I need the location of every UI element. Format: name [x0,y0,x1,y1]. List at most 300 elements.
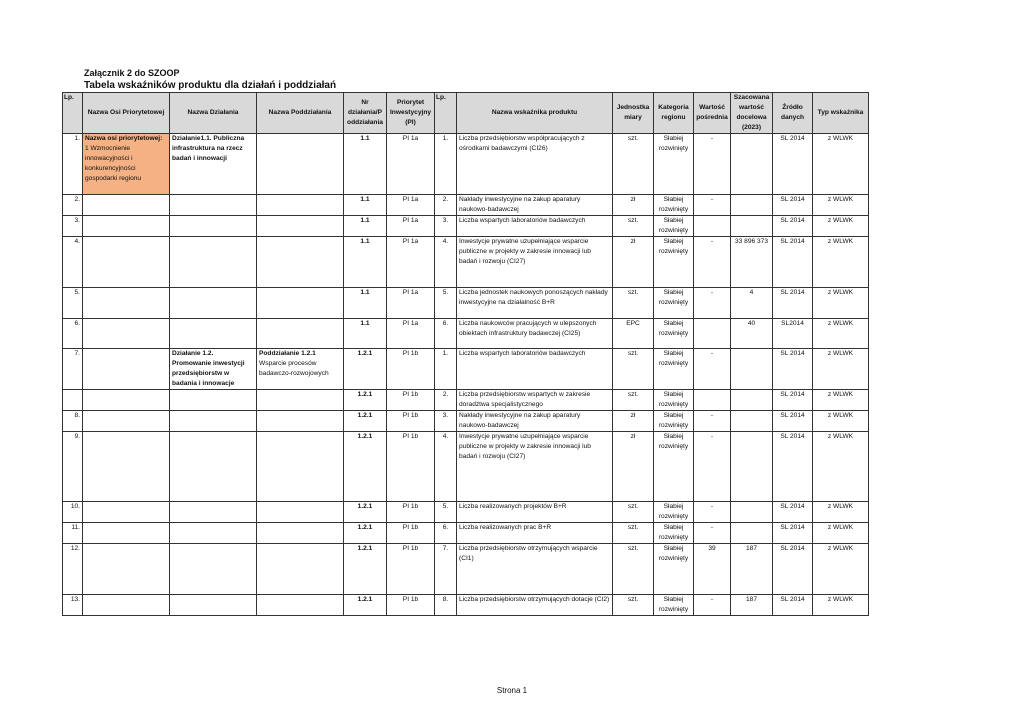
cell-posrednia [694,411,731,432]
cell-pi [387,216,435,237]
cell-typ [813,411,869,432]
cell-pi [387,288,435,319]
jednostka-value: szt. [627,135,639,142]
pi-value: PI 1a [402,135,419,142]
cell-lp [63,432,83,502]
wskaznik-value: Liczba jednostek naukowych ponoszących nakłady inwestycyjne na działalność B+R [459,289,608,306]
typ-value: z WLWK [827,524,854,531]
kategoria-value: Słabiej rozwinięty [658,391,689,408]
cell-posrednia [694,502,731,523]
jednostka-value: szt. [627,217,639,224]
lp-value: 2. [74,196,80,203]
cell-zrodlo [773,134,813,195]
nr-value: 1.1 [360,320,370,327]
cell-zrodlo [773,411,813,432]
cell-poddzialanie [257,595,344,616]
cell-nr [344,349,387,390]
cell-zrodlo [773,502,813,523]
table-row [63,502,869,523]
kategoria-value: Słabiej rozwinięty [658,320,689,337]
kategoria-value: Słabiej rozwinięty [658,596,689,613]
cell-wskaznik [457,288,613,319]
cell-zrodlo [773,288,813,319]
cell-poddzialanie [257,195,344,216]
cell-lp2 [435,390,457,411]
col-header-os: Nazwa Osi Priorytetowej [83,93,170,134]
cell-dzialanie [170,288,257,319]
cell-jednostka [613,288,654,319]
cell-wskaznik [457,544,613,595]
cell-lp [63,349,83,390]
cell-poddzialanie [257,544,344,595]
posrednia-value: - [710,135,714,142]
cell-typ [813,288,869,319]
nr-value: 1.1 [360,289,370,296]
cell-kategoria [654,502,694,523]
table-row [63,319,869,349]
typ-value: z WLWK [827,217,854,224]
cell-zrodlo [773,432,813,502]
os-value: 1 Wzmocnienie innowacyjności i konkurencyjności gospodarki regionu [85,145,142,182]
cell-jednostka [613,390,654,411]
cell-lp2 [435,595,457,616]
lp-value: 12. [70,545,80,552]
cell-zrodlo [773,237,813,288]
cell-typ [813,595,869,616]
cell-dzialanie [170,411,257,432]
table-body [63,134,869,616]
lp2-value: 3. [442,412,449,419]
cell-poddzialanie [257,349,344,390]
table-row [63,349,869,390]
lp-value: 1. [74,135,80,142]
jednostka-value: szt. [627,596,639,603]
lp-value: 4. [74,238,80,245]
typ-value: z WLWK [827,238,854,245]
dzialanie-label: Działanie1.1. Publiczna infrastruktura na rzecz badań i innowacji [172,135,245,162]
zrodlo-value: SL 2014 [780,391,805,398]
nr-value: 1.2.1 [357,350,373,357]
wskaznik-value: Liczba realizowanych projektów B+R [459,503,567,510]
cell-typ [813,237,869,288]
cell-pi [387,544,435,595]
cell-os [83,216,170,237]
cell-typ [813,502,869,523]
cell-posrednia [694,544,731,595]
cell-pi [387,134,435,195]
table-row [63,411,869,432]
cell-jednostka [613,216,654,237]
lp2-value: 1. [442,350,449,357]
nr-value: 1.1 [360,217,370,224]
col-header-lp: Lp. [63,93,83,134]
col-header-poddzialanie: Nazwa Poddziałania [257,93,344,134]
lp2-value: 4. [442,433,449,440]
cell-jednostka [613,523,654,544]
wskaznik-value: Inwestycje prywatne uzupełniające wsparcie publiczne w projekty w zakresie innowacji lub badań i rozwoju (CI27) [459,238,591,265]
kategoria-value: Słabiej rozwinięty [658,524,689,541]
kategoria-value: Słabiej rozwinięty [658,350,689,367]
cell-zrodlo [773,544,813,595]
lp-value: 8. [74,412,80,419]
posrednia-value: 39 [708,545,716,552]
cell-lp2 [435,411,457,432]
table-row [63,544,869,595]
nr-value: 1.2.1 [357,596,373,603]
posrednia-value: - [710,433,714,440]
cell-typ [813,216,869,237]
cell-jednostka [613,411,654,432]
lp2-value: 5. [442,289,449,296]
zrodlo-value: SL 2014 [780,217,805,224]
cell-lp [63,595,83,616]
cell-docelowa [731,288,773,319]
cell-dzialanie [170,237,257,288]
cell-zrodlo [773,216,813,237]
nr-value: 1.1 [360,238,370,245]
cell-os [83,390,170,411]
table-row [63,390,869,411]
attachment-title: Załącznik 2 do SZOOP [84,68,180,78]
jednostka-value: szt. [627,350,639,357]
cell-lp2 [435,134,457,195]
cell-pi [387,595,435,616]
cell-posrednia [694,195,731,216]
cell-docelowa [731,390,773,411]
cell-dzialanie [170,319,257,349]
posrednia-value: - [710,238,714,245]
kategoria-value: Słabiej rozwinięty [658,545,689,562]
cell-dzialanie [170,216,257,237]
docelowa-value: 187 [745,545,757,552]
cell-lp2 [435,195,457,216]
col-header-typ: Typ wskaźnika [813,93,869,134]
pi-value: PI 1a [402,238,419,245]
cell-pi [387,195,435,216]
cell-pi [387,237,435,288]
posrednia-value: - [710,596,714,603]
indicators-table [62,92,869,616]
cell-nr [344,319,387,349]
cell-jednostka [613,195,654,216]
table-title: Tabela wskaźników produktu dla działań i poddziałań [84,80,337,91]
table-row [63,195,869,216]
col-header-dzialanie: Nazwa Działania [170,93,257,134]
cell-docelowa [731,237,773,288]
lp-value: 5. [74,289,80,296]
lp2-value: 8. [442,596,449,603]
pi-value: PI 1a [402,320,419,327]
cell-os [83,544,170,595]
cell-os [83,502,170,523]
typ-value: z WLWK [827,196,854,203]
posrednia-value: - [710,289,714,296]
cell-kategoria [654,523,694,544]
jednostka-value: zł [630,238,636,245]
pi-value: PI 1b [402,545,419,552]
pi-value: PI 1a [402,196,419,203]
cell-kategoria [654,237,694,288]
cell-docelowa [731,595,773,616]
cell-os [83,319,170,349]
kategoria-value: Słabiej rozwinięty [658,289,689,306]
jednostka-value: zł [630,412,636,419]
cell-docelowa [731,544,773,595]
pi-value: PI 1b [402,391,419,398]
jednostka-value: szt. [627,289,639,296]
nr-value: 1.1 [360,135,370,142]
cell-lp [63,237,83,288]
cell-poddzialanie [257,411,344,432]
lp2-value: 6. [442,320,449,327]
cell-poddzialanie [257,237,344,288]
cell-typ [813,432,869,502]
cell-nr [344,502,387,523]
cell-os [83,523,170,544]
jednostka-value: zł [630,196,636,203]
cell-lp2 [435,502,457,523]
wskaznik-value: Liczba wspartych laboratoriów badawczych [459,350,586,357]
cell-poddzialanie [257,523,344,544]
cell-pi [387,411,435,432]
typ-value: z WLWK [827,412,854,419]
cell-pi [387,523,435,544]
cell-dzialanie [170,595,257,616]
os-label: Nazwa osi priorytetowej: [85,135,163,142]
cell-docelowa [731,502,773,523]
cell-typ [813,523,869,544]
cell-zrodlo [773,319,813,349]
cell-posrednia [694,523,731,544]
cell-os [83,595,170,616]
cell-jednostka [613,319,654,349]
cell-kategoria [654,134,694,195]
cell-wskaznik [457,432,613,502]
wskaznik-value: Liczba przedsiębiorstw otrzymujących dotacje (CI2) [459,596,610,603]
cell-jednostka [613,349,654,390]
zrodlo-value: SL 2014 [780,503,805,510]
cell-wskaznik [457,595,613,616]
col-header-wskaznik: Nazwa wskaźnika produktu [457,93,613,134]
cell-docelowa [731,411,773,432]
cell-poddzialanie [257,134,344,195]
pi-value: PI 1b [402,412,419,419]
cell-docelowa [731,319,773,349]
posrednia-value: - [710,524,714,531]
zrodlo-value: SL2014 [781,320,804,327]
cell-poddzialanie [257,319,344,349]
zrodlo-value: SL 2014 [780,524,805,531]
cell-lp [63,288,83,319]
cell-wskaznik [457,195,613,216]
jednostka-value: szt. [627,503,639,510]
cell-lp2 [435,523,457,544]
wskaznik-value: Liczba przedsiębiorstw współpracujących z ośrodkami badawczymi (CI26) [459,135,585,152]
cell-nr [344,237,387,288]
wskaznik-value: Liczba wspartych laboratoriów badawczych [459,217,586,224]
cell-docelowa [731,216,773,237]
cell-nr [344,216,387,237]
cell-os [83,134,170,195]
docelowa-value: 4 [749,289,754,296]
cell-nr [344,134,387,195]
zrodlo-value: SL 2014 [780,433,805,440]
zrodlo-value: SL 2014 [780,545,805,552]
kategoria-value: Słabiej rozwinięty [658,503,689,520]
lp2-value: 5. [442,503,449,510]
cell-dzialanie [170,432,257,502]
cell-pi [387,432,435,502]
docelowa-value: 40 [747,320,756,327]
wskaznik-value: Liczba naukowców pracujących w ulepszonych obiektach infrastruktury badawczej (CI25) [459,320,597,337]
col-header-kategoria: Kategoria regionu [654,93,694,134]
cell-zrodlo [773,349,813,390]
cell-wskaznik [457,411,613,432]
nr-value: 1.1 [360,196,370,203]
posrednia-value: - [710,350,714,357]
kategoria-value: Słabiej rozwinięty [658,433,689,450]
cell-lp2 [435,432,457,502]
table-row [63,288,869,319]
cell-typ [813,134,869,195]
cell-zrodlo [773,523,813,544]
posrednia-value: - [710,196,714,203]
nr-value: 1.2.1 [357,391,373,398]
cell-docelowa [731,432,773,502]
cell-lp2 [435,319,457,349]
cell-lp [63,390,83,411]
wskaznik-value: Liczba przedsiębiorstw wspartych w zakresie doradztwa specjalistycznego [459,391,591,408]
cell-docelowa [731,349,773,390]
cell-poddzialanie [257,390,344,411]
wskaznik-value: Nakłady inwestycyjne na zakup aparatury naukowo-badawczej [459,196,581,213]
cell-zrodlo [773,595,813,616]
cell-kategoria [654,595,694,616]
typ-value: z WLWK [827,135,854,142]
cell-docelowa [731,523,773,544]
cell-jednostka [613,134,654,195]
lp-value: 6. [74,320,80,327]
cell-poddzialanie [257,216,344,237]
cell-wskaznik [457,134,613,195]
cell-pi [387,390,435,411]
typ-value: z WLWK [827,433,854,440]
cell-kategoria [654,544,694,595]
typ-value: z WLWK [827,320,854,327]
cell-jednostka [613,502,654,523]
cell-wskaznik [457,502,613,523]
cell-posrednia [694,432,731,502]
zrodlo-value: SL 2014 [780,596,805,603]
cell-dzialanie [170,134,257,195]
cell-dzialanie [170,502,257,523]
col-header-lp2: Lp. [435,93,457,134]
table-row [63,595,869,616]
nr-value: 1.2.1 [357,524,373,531]
dzialanie-label: Działanie 1.2. Promowanie inwestycji przedsiębiorstw w badania i innowacje [172,350,245,387]
wskaznik-value: Liczba realizowanych prac B+R [459,524,552,531]
cell-posrednia [694,134,731,195]
cell-wskaznik [457,523,613,544]
cell-posrednia [694,216,731,237]
kategoria-value: Słabiej rozwinięty [658,217,689,234]
cell-lp [63,195,83,216]
jednostka-value: szt. [627,524,639,531]
cell-lp [63,319,83,349]
table-row [63,237,869,288]
nr-value: 1.2.1 [357,433,373,440]
poddzialanie-value: Wsparcie procesów badawczo-rozwojowych [259,360,329,377]
cell-typ [813,195,869,216]
col-header-docelowa: Szacowana wartość docelowa (2023) [731,93,773,134]
cell-nr [344,544,387,595]
cell-poddzialanie [257,432,344,502]
cell-kategoria [654,195,694,216]
cell-jednostka [613,237,654,288]
cell-typ [813,544,869,595]
cell-zrodlo [773,195,813,216]
lp2-value: 6. [442,524,449,531]
pi-value: PI 1a [402,217,419,224]
kategoria-value: Słabiej rozwinięty [658,412,689,429]
wskaznik-value: Liczba przedsiębiorstw otrzymujących wsparcie (CI1) [459,545,598,562]
table-header-row [63,93,869,134]
cell-nr [344,390,387,411]
lp2-value: 2. [442,196,449,203]
cell-posrednia [694,595,731,616]
cell-jednostka [613,544,654,595]
typ-value: z WLWK [827,503,854,510]
cell-dzialanie [170,544,257,595]
lp-value: 3. [74,217,80,224]
cell-zrodlo [773,390,813,411]
lp-value: 10. [70,503,80,510]
cell-jednostka [613,432,654,502]
col-header-nr: Nr działania/P oddziałania [344,93,387,134]
lp2-value: 3. [442,217,449,224]
cell-kategoria [654,216,694,237]
table-row [63,216,869,237]
col-header-zrodlo: Źródło danych [773,93,813,134]
col-header-pi: Priorytet Inwestycyjny (PI) [387,93,435,134]
cell-wskaznik [457,390,613,411]
cell-os [83,349,170,390]
kategoria-value: Słabiej rozwinięty [658,238,689,255]
lp-value: 11. [71,524,80,531]
cell-wskaznik [457,319,613,349]
jednostka-value: EPC [626,320,640,327]
cell-kategoria [654,349,694,390]
cell-os [83,432,170,502]
cell-docelowa [731,195,773,216]
cell-nr [344,432,387,502]
cell-nr [344,523,387,544]
cell-lp [63,502,83,523]
cell-pi [387,349,435,390]
pi-value: PI 1b [402,503,419,510]
pi-value: PI 1b [402,524,419,531]
cell-lp2 [435,288,457,319]
cell-nr [344,288,387,319]
jednostka-value: szt. [627,391,639,398]
cell-poddzialanie [257,502,344,523]
docelowa-value: 187 [745,596,757,603]
docelowa-value: 33 896 373 [734,238,768,245]
zrodlo-value: SL 2014 [780,350,805,357]
poddzialanie-label: Poddziałanie 1.2.1 [259,350,316,357]
cell-os [83,288,170,319]
cell-wskaznik [457,216,613,237]
